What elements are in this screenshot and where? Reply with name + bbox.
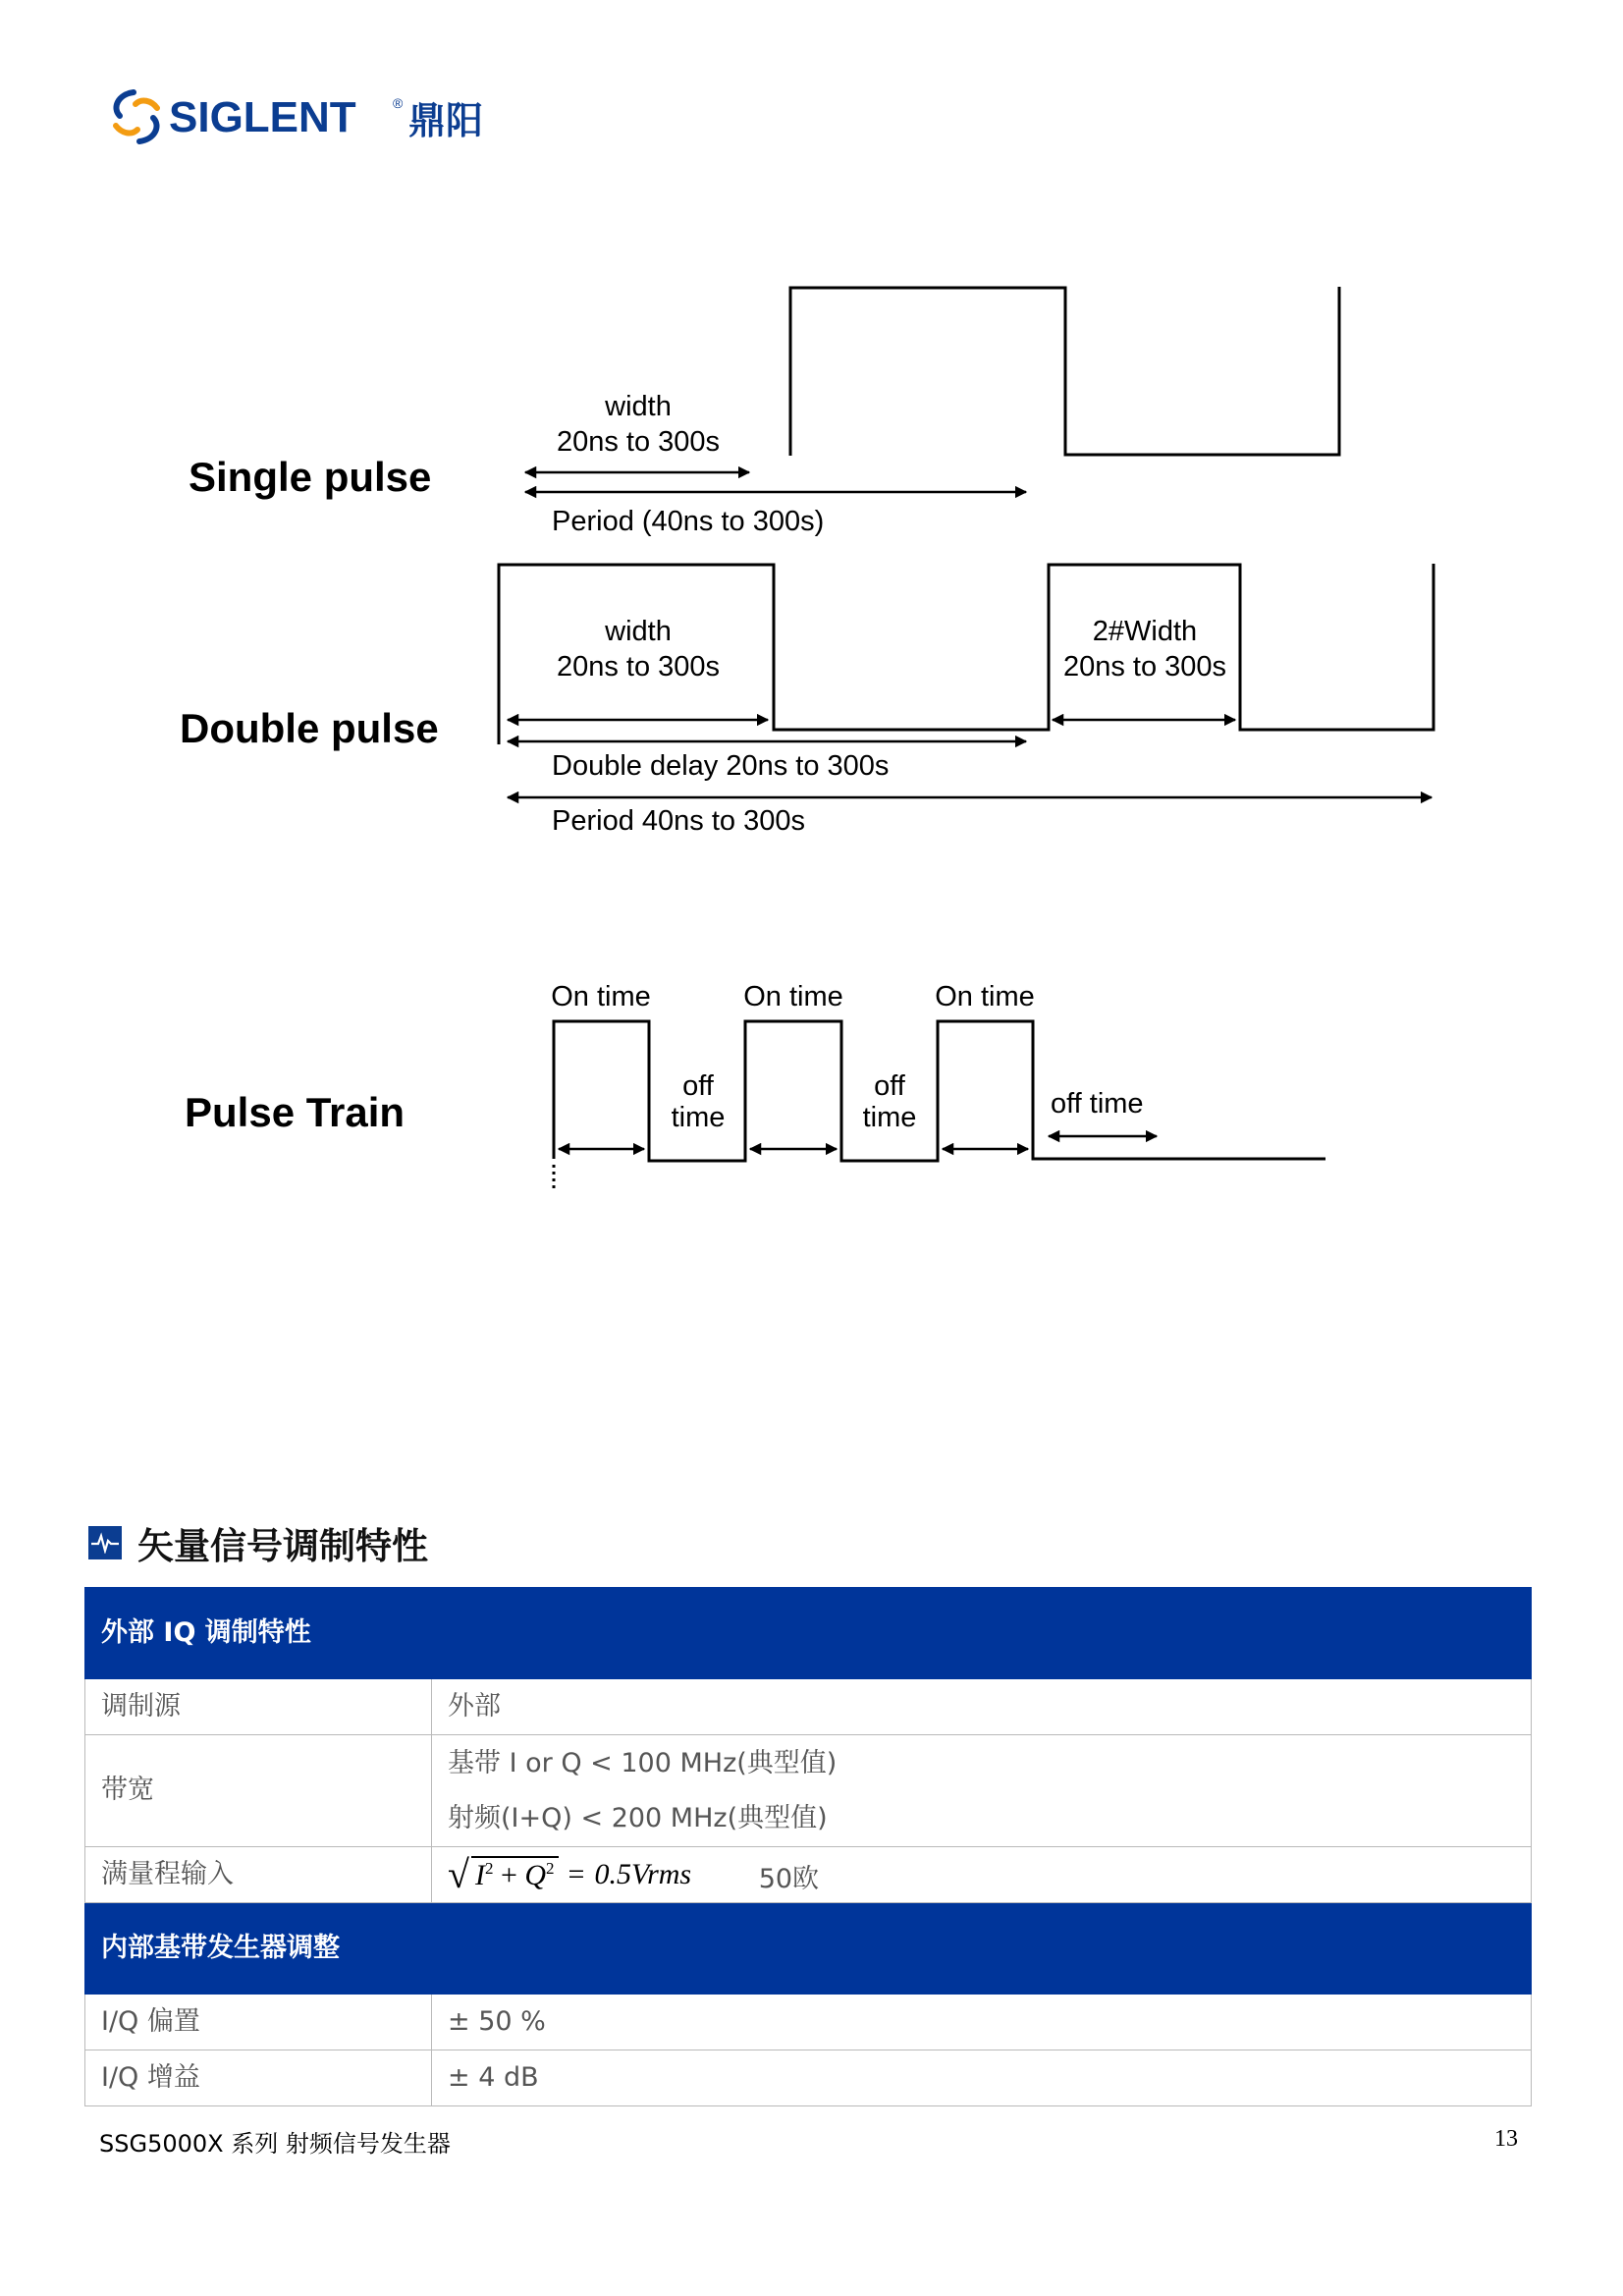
off-time-label-3: off time [1051, 1088, 1144, 1120]
bandwidth-rf: 射频(I+Q) < 200 MHz(典型值) [448, 1802, 828, 1833]
footer-title: SSG5000X 系列 射频信号发生器 [99, 2130, 451, 2158]
source-label: 调制源 [85, 1679, 432, 1735]
single-width-range: 20ns to 300s [556, 426, 721, 458]
bandwidth-value [432, 1735, 1532, 1847]
off-time-label-2a: off [874, 1070, 905, 1102]
single-pulse-diagram [189, 287, 1339, 537]
double-width2-range: 20ns to 300s [1062, 651, 1227, 683]
single-pulse-label: Single pulse [189, 454, 432, 500]
formula-plus: + [500, 1859, 517, 1891]
formula-q-square: 2 [546, 1859, 555, 1878]
double-pulse-diagram [180, 564, 1434, 837]
fullscale-formula [448, 1851, 691, 1898]
sqrt-symbol: √ [448, 1852, 469, 1896]
double-period-label: Period 40ns to 300s [552, 805, 805, 837]
double-delay-label: Double delay 20ns to 300s [552, 750, 890, 782]
iq-spec-table [84, 1587, 1532, 2106]
off-time-label-1b: time [671, 1102, 726, 1133]
formula-i-square: 2 [484, 1859, 494, 1878]
double-width-label: width [605, 616, 672, 647]
formula-q: Q [524, 1859, 547, 1891]
single-pulse-waveform [790, 287, 1339, 456]
table-row [85, 1995, 1532, 2050]
on-time-label-1: On time [551, 981, 651, 1012]
table-row [85, 1679, 1532, 1735]
off-time-label-1a: off [682, 1070, 714, 1102]
table-row [85, 1735, 1532, 1847]
pulse-train-diagram [185, 981, 1325, 1188]
section-title: 矢量信号调制特性 [137, 1525, 428, 1567]
on-time-label-2: On time [743, 981, 843, 1012]
logo-registered: ® [393, 95, 404, 111]
single-width-label: width [605, 391, 672, 422]
bandwidth-baseband: 基带 I or Q < 100 MHz(典型值) [448, 1747, 838, 1778]
double-pulse-label: Double pulse [180, 705, 439, 751]
fullscale-label: 满量程输入 [85, 1847, 432, 1903]
iq-offset-label: I/Q 偏置 [85, 1995, 432, 2050]
external-iq-header: 外部 IQ 调制特性 [85, 1588, 1532, 1679]
section-heading [88, 1518, 428, 1567]
double-width-range: 20ns to 300s [556, 651, 721, 683]
on-time-label-3: On time [935, 981, 1035, 1012]
pulse-train-label: Pulse Train [185, 1089, 406, 1135]
fullscale-ohm: 50欧 [758, 1864, 820, 1894]
table-row [85, 1847, 1532, 1903]
off-time-label-2b: time [862, 1102, 917, 1133]
single-period-label: Period (40ns to 300s) [552, 506, 825, 537]
waveform-icon [88, 1526, 122, 1559]
source-value: 外部 [432, 1679, 1532, 1735]
table-header-row [85, 1588, 1532, 1679]
formula-i: I [474, 1859, 485, 1891]
sqrt-body [471, 1856, 559, 1893]
iq-offset-value: ± 50 % [432, 1995, 1532, 2050]
fullscale-value [432, 1847, 1532, 1903]
table-header-row [85, 1903, 1532, 1995]
internal-baseband-header: 内部基带发生器调整 [85, 1903, 1532, 1995]
double-width2-label: 2#Width [1092, 616, 1198, 647]
bandwidth-label: 带宽 [85, 1735, 432, 1847]
formula-value: 0.5Vrms [594, 1858, 692, 1890]
logo-brand-cn: 鼎阳 [408, 99, 484, 142]
pulse-train-waveform [554, 1021, 1325, 1161]
iq-gain-value: ± 4 dB [432, 2050, 1532, 2106]
iq-gain-label: I/Q 增益 [85, 2050, 432, 2106]
logo-brand: SIGLENT [169, 93, 356, 141]
formula-equals: = [568, 1858, 585, 1890]
page-number: 13 [1494, 2126, 1518, 2152]
table-row [85, 2050, 1532, 2106]
